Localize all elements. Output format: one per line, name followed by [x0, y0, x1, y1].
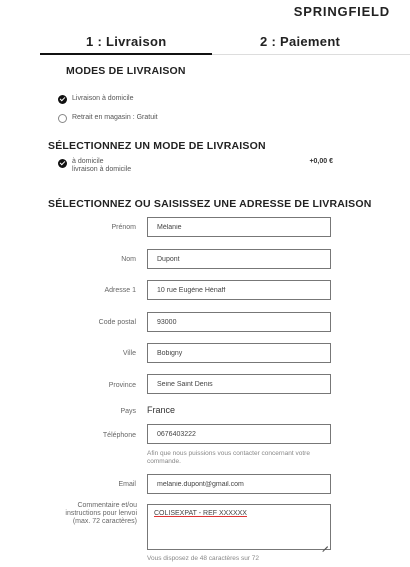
label-telephone: Téléphone [102, 432, 136, 439]
label-email: Email [118, 481, 136, 488]
active-tab-indicator [40, 53, 212, 55]
radio-store-pickup[interactable] [58, 114, 67, 123]
label-ville: Ville [122, 350, 136, 357]
tab-livraison[interactable]: 1 : Livraison [86, 34, 167, 49]
radio-home-delivery[interactable] [58, 95, 67, 104]
label-code-postal: Code postal [98, 319, 136, 326]
label-nom: Nom [121, 256, 136, 263]
label-prenom: Prénom [111, 224, 136, 231]
telephone-input[interactable] [147, 424, 331, 444]
tab-paiement[interactable]: 2 : Paiement [260, 34, 341, 49]
telephone-help: Afin que nous puissions vous contacter concernant votre commande. [147, 450, 310, 465]
label-pays: Pays [120, 408, 136, 415]
comment-text: COLISEXPAT - REF XXXXXX [154, 510, 247, 517]
resize-grip-icon[interactable] [321, 540, 328, 547]
email-input[interactable] [147, 474, 331, 494]
nom-input[interactable] [147, 249, 331, 269]
comment-textarea[interactable] [147, 504, 331, 550]
label-province: Province [108, 382, 136, 389]
store-pickup-label[interactable]: Retrait en magasin : Gratuit [72, 114, 158, 121]
brand-logo: SPRINGFIELD [293, 4, 390, 19]
shipping-method-title: à domicile [72, 158, 104, 165]
prenom-input[interactable] [147, 217, 331, 237]
country-value: France [147, 405, 176, 415]
radio-shipping-home[interactable] [58, 159, 67, 168]
delivery-modes-heading: MODES DE LIVRAISON [66, 65, 186, 77]
tab-divider [212, 54, 410, 55]
shipping-price: +0,00 € [309, 158, 333, 165]
label-adresse1: Adresse 1 [104, 287, 136, 294]
shipping-method-subtitle: livraison à domicile [72, 166, 132, 173]
ville-input[interactable] [147, 343, 331, 363]
address-heading: SÉLECTIONNEZ OU SAISISSEZ UNE ADRESSE DE LIVRAISON [48, 198, 372, 210]
shipping-method-name[interactable] [72, 158, 131, 174]
label-comment: Commentaire et/ou instructions pour lenvoi (max. 72 caractères) [65, 502, 137, 525]
shipping-method-heading: SÉLECTIONNEZ UN MODE DE LIVRAISON [48, 140, 266, 152]
home-delivery-label[interactable]: Livraison à domicile [72, 95, 134, 102]
adresse1-input[interactable] [147, 280, 331, 300]
province-input[interactable] [147, 374, 331, 394]
code-postal-input[interactable] [147, 312, 331, 332]
comment-char-counter: Vous disposez de 48 caractères sur 72 [147, 555, 260, 562]
